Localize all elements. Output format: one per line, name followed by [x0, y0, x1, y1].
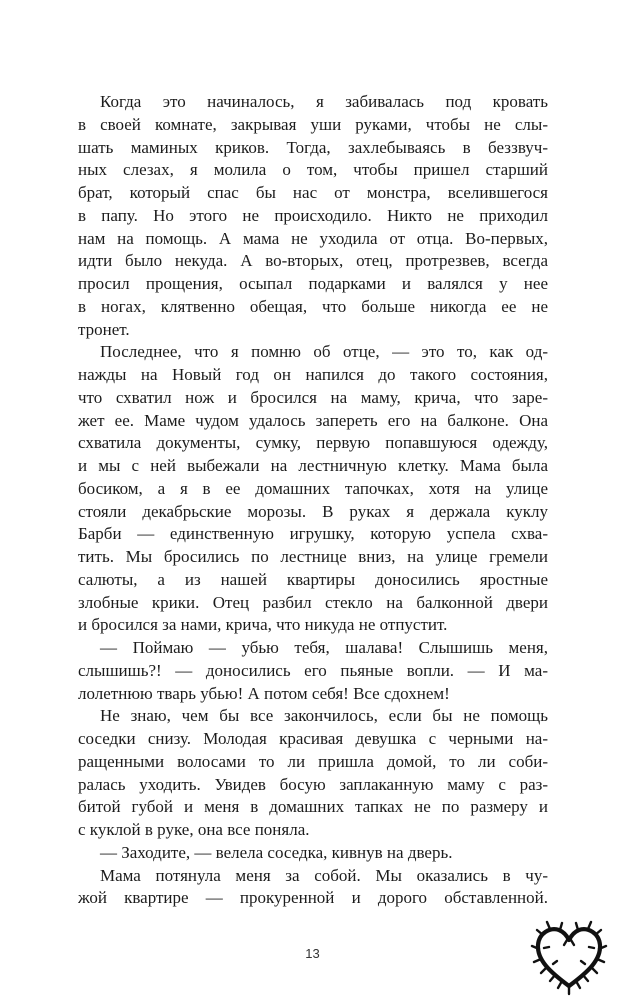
paragraph — [78, 91, 548, 341]
thorny-heart-icon — [529, 918, 609, 996]
text-line: — Заходите, — велела соседка, кивнув на дверь. — [100, 842, 453, 862]
text-line: соседки снизу. Молодая красивая девушка с черными на- — [78, 729, 548, 748]
text-line: и мы с ней выбежали на лестничную клетку. Мама была — [78, 456, 548, 475]
text-line: в своей комнате, закрывая уши руками, чтобы не слы- — [78, 114, 548, 134]
text-line: тить. Мы бросились по лестнице вниз, на улице гремели — [78, 547, 548, 566]
text-line: злобные крики. Отец разбил стекло на балконной двери — [78, 592, 548, 612]
text-line: в ногах, клятвенно обещая, что больше никогда ее не — [78, 296, 548, 316]
text-line: стояли декабрьские морозы. В руках я держала куклу — [78, 501, 548, 521]
text-line: ралась уходить. Увидев босую заплаканную маму с раз- — [78, 774, 548, 794]
text-line: что схватил нож и бросился на маму, крича, что заре- — [78, 387, 548, 407]
text-line: просил прощения, осыпал подарками и валялся у нее — [78, 274, 548, 293]
text-line: тронет. — [78, 319, 130, 339]
text-line: Мама потянула меня за собой. Мы оказались в чу- — [100, 865, 548, 885]
paragraph — [78, 705, 548, 842]
text-line: жой квартире — прокуренной и дорого обставленной. — [78, 888, 548, 908]
text-line: Когда это начиналось, я забивалась под кровать — [100, 92, 548, 111]
text-line: Не знаю, чем бы все закончилось, если бы не помощь — [100, 706, 548, 726]
text-line: босиком, а я в ее домашних тапочках, хотя на улице — [78, 478, 548, 498]
text-line: нам на помощь. А мама не уходила от отца. Во-первых, — [78, 228, 548, 248]
body-text — [78, 91, 548, 910]
paragraph — [78, 865, 548, 911]
paragraph — [78, 842, 548, 865]
text-line: нажды на Новый год он напился до такого состояния, — [78, 365, 548, 384]
paragraph — [78, 341, 548, 637]
text-line: в папу. Но этого не происходило. Никто не приходил — [78, 205, 548, 225]
text-line: ных слезах, я молила о том, чтобы пришел старший — [78, 160, 548, 180]
text-line: брат, который спас бы нас от монстра, вселившегося — [78, 183, 548, 202]
paragraph — [78, 637, 548, 705]
text-line: лолетнюю тварь убью! А потом себя! Все сдохнем! — [78, 683, 450, 703]
text-line: шать маминых криков. Тогда, захлебываясь в беззвуч- — [78, 137, 548, 157]
text-line: с куклой в руке, она все поняла. — [78, 820, 310, 839]
text-line: схватила документы, сумку, первую попавшуюся одежду, — [78, 433, 548, 453]
text-line: идти было некуда. А во-вторых, отец, протрезвев, всегда — [78, 251, 548, 271]
text-line: салюты, а из нашей квартиры доносились яростные — [78, 569, 548, 589]
page-number: 13 — [305, 946, 320, 961]
text-line: — Поймаю — убью тебя, шалава! Слышишь меня, — [100, 638, 548, 657]
text-line: жет ее. Маме чудом удалось запереть его на балконе. Она — [78, 410, 548, 430]
text-line: битой губой и меня в домашних тапках не по размеру и — [78, 797, 548, 817]
text-line: Последнее, что я помню об отце, — это то, как од- — [100, 342, 548, 362]
text-line: ращенными волосами то ли пришла домой, то ли соби- — [78, 751, 548, 771]
text-line: слышишь?! — доносились его пьяные вопли. — И ма- — [78, 660, 548, 680]
text-line: Барби — единственную игрушку, которую успела схва- — [78, 524, 548, 544]
text-line: и бросился за нами, крича, что никуда не отпустит. — [78, 615, 448, 635]
